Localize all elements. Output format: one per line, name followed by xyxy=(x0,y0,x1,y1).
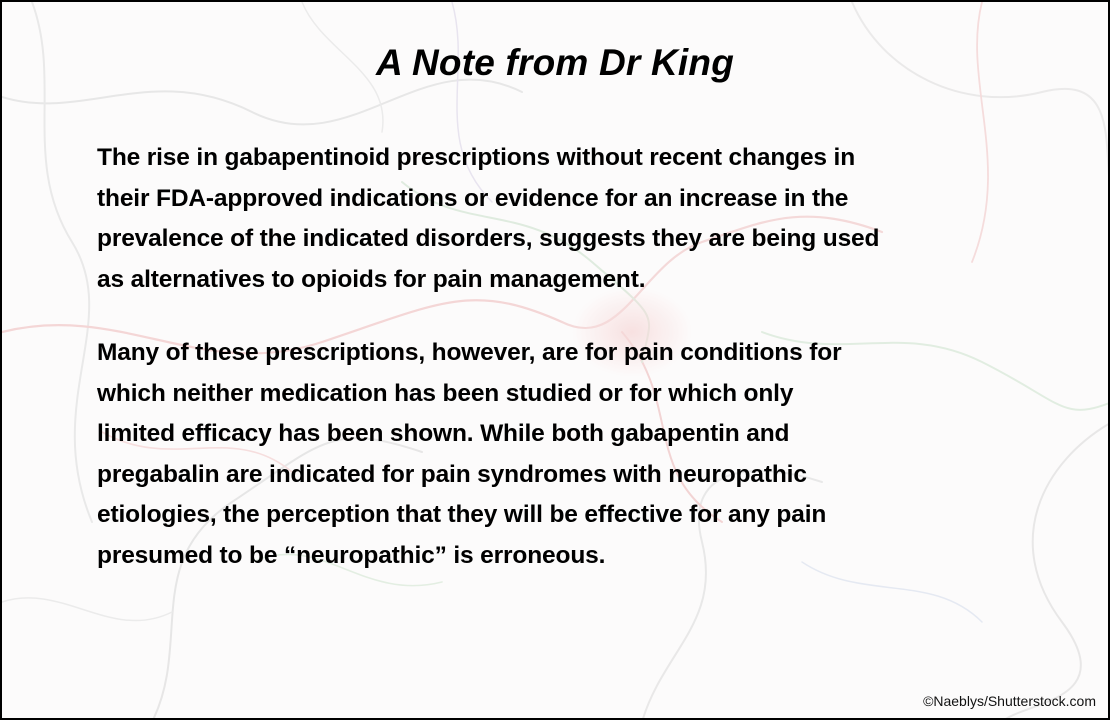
slide-title: A Note from Dr King xyxy=(375,42,735,83)
note-body xyxy=(97,138,1082,576)
image-credit: ©Naeblys/Shutterstock.com xyxy=(923,693,1096,709)
paragraph-2: Many of these prescriptions, however, are for pain conditions for which neither medication has been studied or for which only limited efficacy has been shown. While both gabapentin and pregabalin are indicated for pain syndromes with neuropathic etiologies, the perception that they will be effective for any pain presumed to be “neuropathic” is erroneous. xyxy=(97,339,842,569)
paragraph-1: The rise in gabapentinoid prescriptions without recent changes in their FDA-approved indications or evidence for an increase in the prevalence of the indicated disorders, suggests they are being used as alternatives to opioids for pain management. xyxy=(97,144,880,293)
